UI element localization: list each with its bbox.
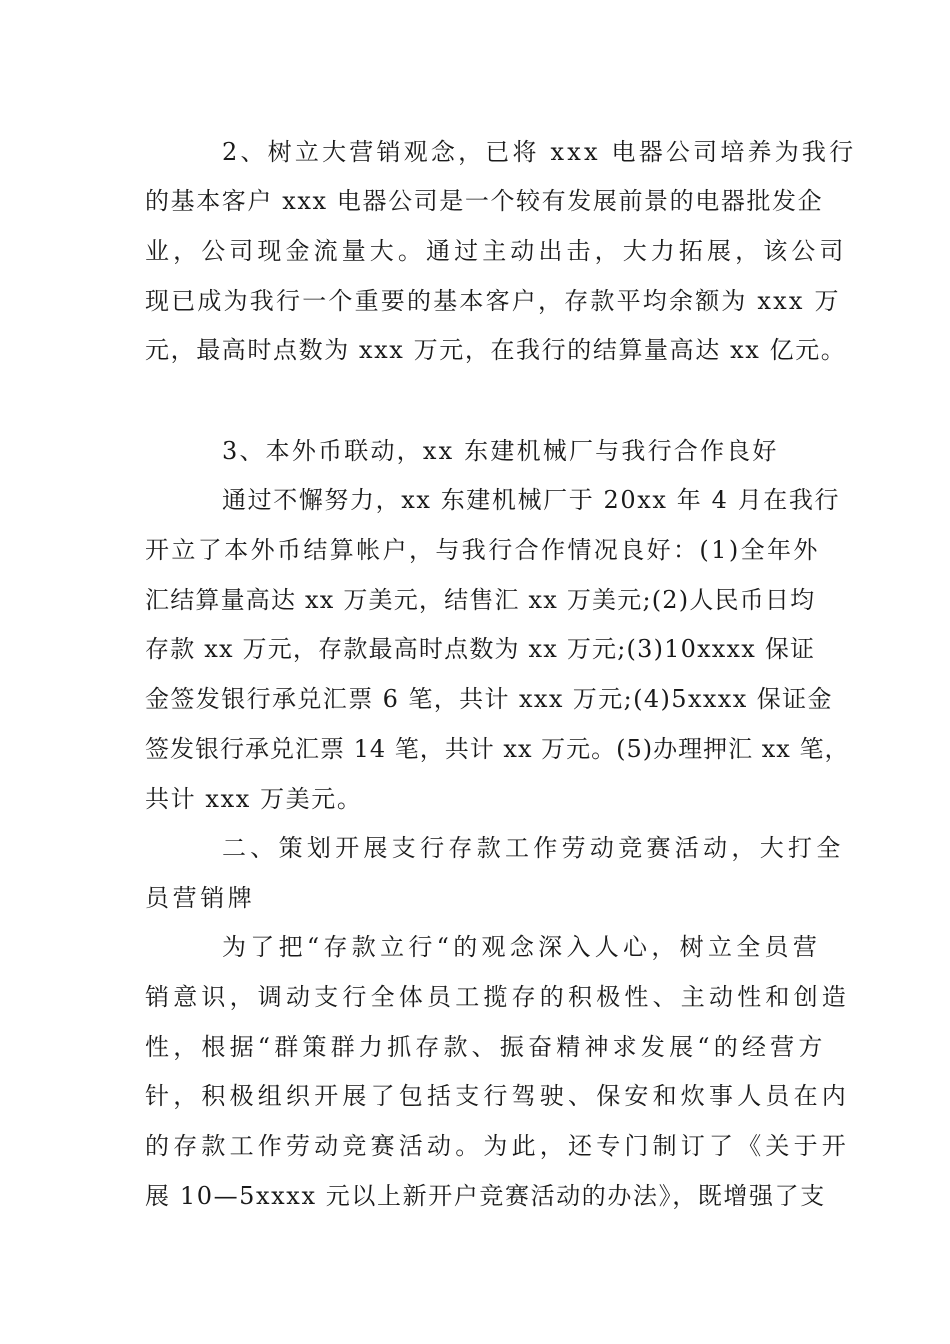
- paragraph-line: 开立了本外币结算帐户，与我行合作情况良好：(1)全年外: [145, 536, 820, 564]
- paragraph-line: 存款 xx 万元，存款最高时点数为 xx 万元;(3)10xxxx 保证: [145, 635, 816, 663]
- paragraph-line: 针，积极组织开展了包括支行驾驶、保安和炊事人员在内: [145, 1082, 850, 1110]
- paragraph-line: 2、树立大营销观念，已将 xxx 电器公司培养为我行: [222, 138, 857, 166]
- paragraph-line: 业，公司现金流量大。通过主动出击，大力拓展，该公司: [145, 237, 848, 265]
- section-heading: 3、本外币联动，xx 东建机械厂与我行合作良好: [222, 437, 779, 465]
- section-heading: 二、策划开展支行存款工作劳动竞赛活动，大打全: [222, 834, 845, 862]
- paragraph-line: 元，最高时点数为 xxx 万元，在我行的结算量高达 xx 亿元。: [145, 336, 847, 364]
- paragraph-line: 共计 xxx 万美元。: [145, 785, 363, 813]
- paragraph-line: 性，根据“群策群力抓存款、振奋精神求发展“的经营方: [145, 1033, 827, 1061]
- paragraph-line: 的存款工作劳动竞赛活动。为此，还专门制订了《关于开: [145, 1132, 850, 1160]
- section-heading-continuation: 员营销牌: [145, 884, 256, 912]
- paragraph-line: 现已成为我行一个重要的基本客户，存款平均余额为 xxx 万: [145, 287, 841, 315]
- paragraph-line: 签发银行承兑汇票 14 笔，共计 xx 万元。(5)办理押汇 xx 笔，: [145, 735, 850, 763]
- paragraph-line: 汇结算量高达 xx 万美元，结售汇 xx 万美元;(2)人民币日均: [145, 586, 816, 614]
- paragraph-line: 展 10—5xxxx 元以上新开户竞赛活动的办法》，既增强了支: [145, 1182, 826, 1210]
- paragraph-line: 金签发银行承兑汇票 6 笔，共计 xxx 万元;(4)5xxxx 保证金: [145, 685, 833, 713]
- paragraph-line: 为了把“存款立行“的观念深入人心，树立全员营: [222, 933, 822, 961]
- paragraph-line: 销意识，调动支行全体员工揽存的积极性、主动性和创造: [145, 983, 850, 1011]
- paragraph-line: 的基本客户 xxx 电器公司是一个较有发展前景的电器批发企: [145, 187, 824, 215]
- paragraph-line: 通过不懈努力，xx 东建机械厂于 20xx 年 4 月在我行: [222, 486, 841, 514]
